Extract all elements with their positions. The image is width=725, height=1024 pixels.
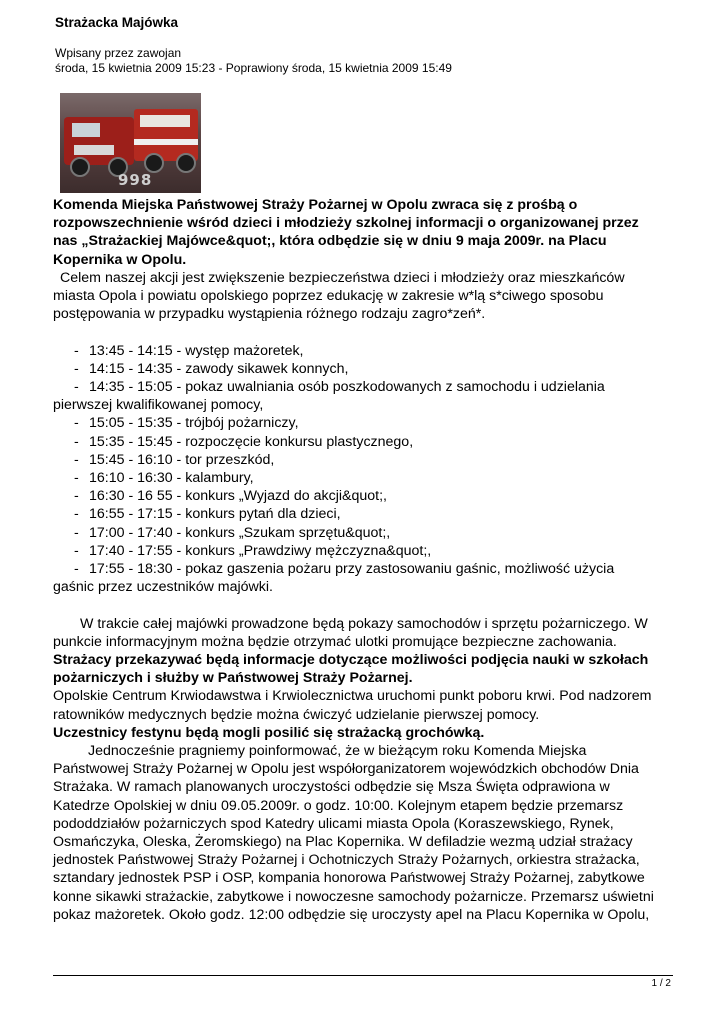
list-item: - 15:45 - 16:10 - tor przeszkód, [74, 451, 275, 468]
list-item: - 17:55 - 18:30 - pokaz gaszenia pożaru przy zastosowaniu gaśnic, możliwość użycia [74, 561, 615, 578]
article-title: Strażacka Majówka [55, 15, 179, 30]
list-item: - 17:00 - 17:40 - konkurs „Szukam sprzętu&quot;, [74, 524, 391, 541]
list-item: - 15:35 - 15:45 - rozpoczęcie konkursu plastycznego, [74, 433, 414, 450]
intro-bold: Komenda Miejska Państwowej Straży Pożarnej w Opolu zwraca się z prośbą o rozpowszechnienie wśród dzieci i młodzieży szkolnej informacji o organizowanej przez nas „Strażackiej Majówce&quot;, która odbędzie się w dniu 9 maja 2009r. na Placu Kopernika w Opolu. [53, 197, 639, 268]
list-item: - 13:45 - 14:15 - występ mażoretek, [74, 342, 304, 359]
page-number: 1 / 2 [651, 978, 671, 989]
list-item: - 15:05 - 15:35 - trójbój pożarniczy, [74, 415, 299, 432]
schedule-list [53, 342, 673, 597]
footer-divider [53, 975, 673, 976]
soup-paragraph: Uczestnicy festynu będą mogli posilić się strażacką grochówką. [53, 724, 485, 741]
goal-paragraph: Celem naszej akcji jest zwiększenie bezpieczeństwa dzieci i młodzieży oraz mieszkańców miasta Opola i powiatu opolskiego poprzez edukację w zakresie w*lą s*ciwego sposobu postępowania w przypadku wystąpienia różnego rodzaju zagro*zeń*. [53, 269, 625, 323]
list-item: - 16:10 - 16:30 - kalambury, [74, 470, 254, 487]
image-number-overlay: 998 [118, 171, 153, 189]
date-line: środa, 15 kwietnia 2009 15:23 - Poprawiony środa, 15 kwietnia 2009 15:49 [55, 61, 452, 75]
author-line: Wpisany przez zawojan [55, 46, 182, 60]
list-item: - 14:15 - 14:35 - zawody sikawek konnych, [74, 360, 349, 377]
list-item: - 16:30 - 16 55 - konkurs „Wyjazd do akcji&quot;, [74, 488, 387, 505]
final-paragraph: Jednocześnie pragniemy poinformować, że w bieżącym roku Komenda Miejska Państwowej Straży Pożarnej w Opolu jest współorganizatorem wojewódzkich obchodów Dnia Strażaka. W ramach planowanych uroczystości odbędzie się Msza Święta odprawiona w Katedrze Opolskiej w dniu 09.05.2009r. o godz. 10:00. Kolejnym etapem będzie przemarsz pododdziałów pożarniczych spod Katedry ulicami miasta Opola (Koraszewskiego, Rynek, Osmańczyka, Oleska, Żeromskiego) na Plac Kopernika. W defiladzie wezmą udział strażacy jednostek Państwowej Straży Pożarnej i Ochotniczych Straży Pożarnych, orkiestra strażacka, sztandary jednostek PSP i OSP, kompania honorowa Państwowej Straży Pożarnej, zabytkowe konne sikawki strażackie, zabytkowe i nowoczesne samochody pożarnicze. Przemarsz uświetni pokaz mażoretek. Około godz. 12:00 odbędzie się uroczysty apel na Placu Kopernika w Opolu, [53, 743, 654, 923]
schools-paragraph: Strażacy przekazywać będą informacje dotyczące możliwości podjęcia nauki w szkołach pożarniczych i służby w Państwowej Straży Pożarnej. [53, 652, 649, 687]
list-item-continuation: pierwszej kwalifikowanej pomocy, [53, 397, 264, 414]
list-item: - 16:55 - 17:15 - konkurs pytań dla dzieci, [74, 506, 341, 523]
list-item: - 14:35 - 15:05 - pokaz uwalniania osób poszkodowanych z samochodu i udzielania [74, 379, 605, 396]
fire-trucks-image [60, 93, 201, 193]
list-item: - 17:40 - 17:55 - konkurs „Prawdziwy mężczyzna&quot;, [74, 542, 432, 559]
article-body [53, 196, 673, 924]
article-meta [55, 46, 452, 76]
list-item-continuation: gaśnic przez uczestników majówki. [53, 579, 273, 596]
blood-paragraph: Opolskie Centrum Krwiodawstwa i Krwiolecznictwa uruchomi punkt poboru krwi. Pod nadzorem ratowników medycznych będzie można ćwiczyć udzielanie pierwszej pomocy. [53, 688, 652, 723]
shows-paragraph: W trakcie całej majówki prowadzone będą pokazy samochodów i sprzętu pożarniczego. W punkcie informacyjnym można będzie otrzymać ulotki promujące bezpieczne zachowania. [53, 615, 648, 650]
